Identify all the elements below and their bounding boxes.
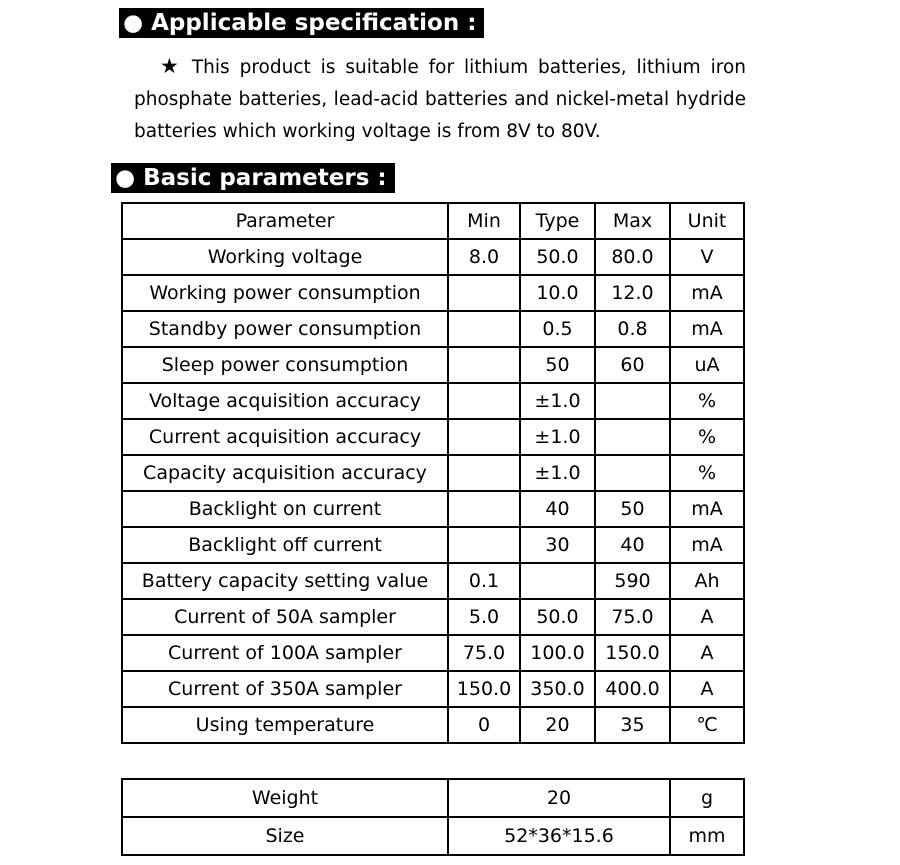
parameter-name-cell: Current of 50A sampler (122, 599, 448, 635)
value-cell: 50 (520, 347, 595, 383)
value-cell: 10.0 (520, 275, 595, 311)
value-cell (595, 455, 670, 491)
table-row (122, 779, 744, 817)
value-cell: 100.0 (520, 635, 595, 671)
table-row (122, 347, 744, 383)
value-cell: mA (670, 311, 744, 347)
table-row (122, 455, 744, 491)
value-cell: % (670, 455, 744, 491)
value-cell: 50.0 (520, 239, 595, 275)
value-cell: 400.0 (595, 671, 670, 707)
unit-cell: g (670, 779, 744, 817)
applicable-specification-heading: ● Applicable specification : (119, 8, 484, 38)
basic-parameters-heading: ● Basic parameters : (111, 163, 395, 193)
table-row (122, 239, 744, 275)
value-cell (448, 455, 520, 491)
parameter-name-cell: Backlight off current (122, 527, 448, 563)
table-row (122, 311, 744, 347)
parameter-name-cell: Backlight on current (122, 491, 448, 527)
value-cell: ℃ (670, 707, 744, 743)
value-cell: ±1.0 (520, 383, 595, 419)
value-cell: ±1.0 (520, 419, 595, 455)
value-cell: 80.0 (595, 239, 670, 275)
basic-parameters-table (121, 202, 745, 744)
value-cell: mA (670, 527, 744, 563)
parameter-name-cell: Current of 100A sampler (122, 635, 448, 671)
value-cell: % (670, 419, 744, 455)
parameter-name-cell: Current of 350A sampler (122, 671, 448, 707)
parameter-name-cell: Working power consumption (122, 275, 448, 311)
value-cell (448, 275, 520, 311)
table-row (122, 707, 744, 743)
value-cell: % (670, 383, 744, 419)
parameter-name-cell: Using temperature (122, 707, 448, 743)
column-header: Min (448, 203, 520, 239)
value-cell (595, 383, 670, 419)
value-cell: 50.0 (520, 599, 595, 635)
value-cell (595, 419, 670, 455)
weight-size-table (121, 778, 745, 856)
column-header: Type (520, 203, 595, 239)
value-cell (448, 527, 520, 563)
value-cell: 50 (595, 491, 670, 527)
table-row (122, 527, 744, 563)
parameter-name-cell: Standby power consumption (122, 311, 448, 347)
table-row (122, 599, 744, 635)
value-cell: 8.0 (448, 239, 520, 275)
column-header: Max (595, 203, 670, 239)
value-cell: A (670, 635, 744, 671)
value-cell: 75.0 (448, 635, 520, 671)
table-row (122, 275, 744, 311)
value-cell (448, 419, 520, 455)
value-cell: 30 (520, 527, 595, 563)
column-header: Parameter (122, 203, 448, 239)
value-cell: mA (670, 275, 744, 311)
parameter-name-cell: Sleep power consumption (122, 347, 448, 383)
value-cell: 350.0 (520, 671, 595, 707)
applicable-specification-paragraph (134, 50, 746, 148)
value-cell (448, 491, 520, 527)
parameter-name-cell: Size (122, 817, 448, 855)
value-cell: 20 (520, 707, 595, 743)
column-header: Unit (670, 203, 744, 239)
value-cell: 0 (448, 707, 520, 743)
table-row (122, 419, 744, 455)
value-cell: 590 (595, 563, 670, 599)
value-cell (448, 347, 520, 383)
table-row (122, 817, 744, 855)
value-cell (448, 311, 520, 347)
value-cell: 40 (520, 491, 595, 527)
parameter-name-cell: Working voltage (122, 239, 448, 275)
table-row (122, 635, 744, 671)
value-cell: 40 (595, 527, 670, 563)
value-cell (448, 383, 520, 419)
value-cell: 0.1 (448, 563, 520, 599)
star-icon: ★ (160, 54, 183, 78)
value-cell: A (670, 599, 744, 635)
parameter-name-cell: Battery capacity setting value (122, 563, 448, 599)
value-cell: 0.5 (520, 311, 595, 347)
value-cell: mA (670, 491, 744, 527)
value-cell: 0.8 (595, 311, 670, 347)
value-cell: 150.0 (448, 671, 520, 707)
table-row (122, 383, 744, 419)
table-header-row (122, 203, 744, 239)
parameter-name-cell: Weight (122, 779, 448, 817)
value-cell: 75.0 (595, 599, 670, 635)
value-cell: 52*36*15.6 (448, 817, 670, 855)
table-row (122, 671, 744, 707)
value-cell: ±1.0 (520, 455, 595, 491)
unit-cell: mm (670, 817, 744, 855)
value-cell (520, 563, 595, 599)
applicable-specification-text: This product is suitable for lithium batteries, lithium iron phosphate batteries, lead-acid batteries and nickel-metal hydride batteries which working voltage is from 8V to 80V. (134, 57, 746, 142)
table-row (122, 563, 744, 599)
value-cell: 150.0 (595, 635, 670, 671)
value-cell: 60 (595, 347, 670, 383)
value-cell: 5.0 (448, 599, 520, 635)
value-cell: 20 (448, 779, 670, 817)
value-cell: A (670, 671, 744, 707)
parameter-name-cell: Capacity acquisition accuracy (122, 455, 448, 491)
parameter-name-cell: Voltage acquisition accuracy (122, 383, 448, 419)
value-cell: 35 (595, 707, 670, 743)
value-cell: V (670, 239, 744, 275)
table-row (122, 491, 744, 527)
value-cell: uA (670, 347, 744, 383)
value-cell: Ah (670, 563, 744, 599)
parameter-name-cell: Current acquisition accuracy (122, 419, 448, 455)
value-cell: 12.0 (595, 275, 670, 311)
